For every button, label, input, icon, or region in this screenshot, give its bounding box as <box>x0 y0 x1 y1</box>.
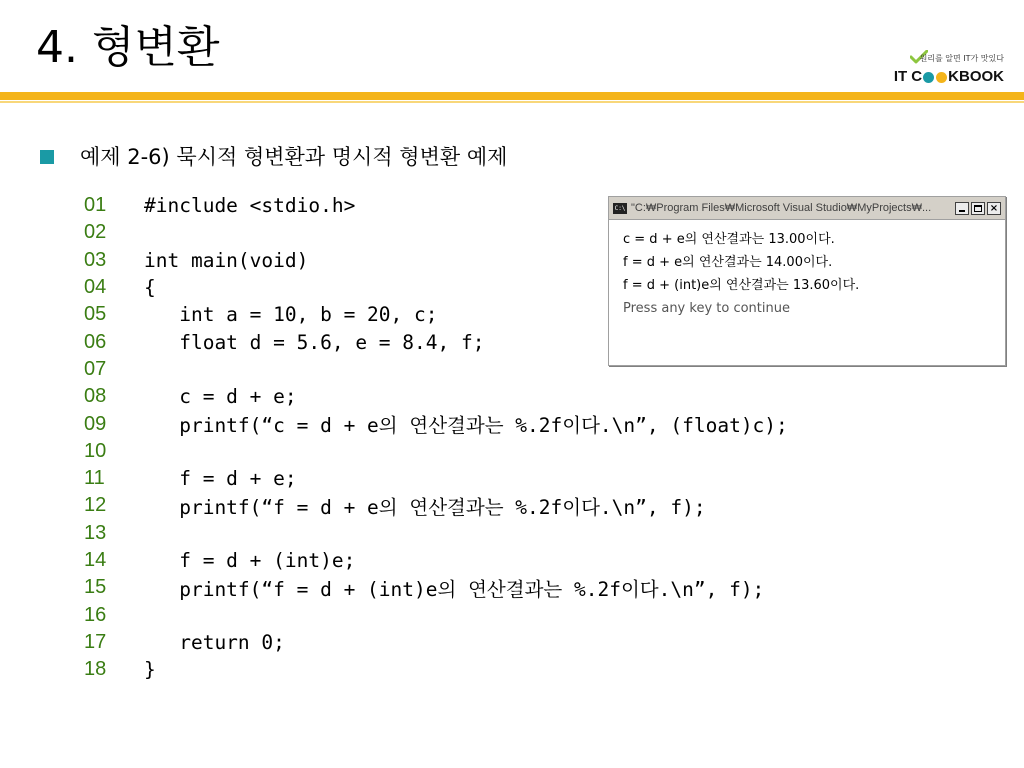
line-number: 16 <box>84 603 107 626</box>
code-text: f = d + (int)e; <box>144 549 356 572</box>
line-number: 05 <box>84 303 107 326</box>
code-line <box>84 492 788 519</box>
code-line <box>84 438 788 465</box>
line-number: 08 <box>84 385 107 408</box>
title-number: 4. <box>36 22 78 73</box>
line-number: 14 <box>84 549 107 571</box>
console-window <box>608 196 1006 366</box>
line-number: 07 <box>84 357 107 380</box>
logo-tagline: 원리를 알면 IT가 맛있다 <box>919 54 1004 63</box>
bullet-heading <box>40 142 507 172</box>
console-title: "C:₩Program Files₩Microsoft Visual Studio₩MyProjects₩... <box>631 202 932 214</box>
line-number: 03 <box>84 248 107 271</box>
code-text: printf(“c = d + e의 연산결과는 %.2f이다.\n”, (float)c); <box>144 414 788 438</box>
slide-title <box>36 18 220 78</box>
logo-dot-yellow-icon <box>936 72 947 83</box>
line-number: 12 <box>84 494 107 517</box>
code-text: int main(void) <box>144 248 309 272</box>
code-text: #include <stdio.h> <box>144 194 356 218</box>
line-number: 18 <box>84 658 107 681</box>
code-text: f = d + e; <box>144 467 297 491</box>
console-output-line: Press any key to continue <box>623 301 790 316</box>
console-title-bar[interactable] <box>609 197 1005 220</box>
code-text: printf(“f = d + e의 연산결과는 %.2f이다.\n”, f); <box>144 495 706 519</box>
line-number: 11 <box>84 467 105 490</box>
title-text: 형변환 <box>91 22 220 73</box>
bullet-text: 예제 2-6) 묵시적 형변환과 명시적 형변환 예제 <box>80 145 508 169</box>
console-output-line: f = d + e의 연산결과는 14.00이다. <box>623 255 833 270</box>
title-accent-line <box>0 101 1024 103</box>
code-text: c = d + e; <box>144 385 297 409</box>
line-number: 17 <box>84 630 107 653</box>
minimize-button[interactable] <box>955 202 969 215</box>
line-number: 06 <box>84 330 107 353</box>
bullet-square-icon <box>40 150 54 164</box>
console-app-icon: C:\ <box>614 204 626 212</box>
code-line <box>84 520 788 547</box>
console-output-line: f = d + (int)e의 연산결과는 13.60이다. <box>623 278 860 293</box>
logo-wordmark-right: KBOOK <box>948 68 1004 85</box>
line-number: 09 <box>84 412 107 435</box>
code-line <box>84 601 788 628</box>
code-text: { <box>144 276 156 300</box>
it-cookbook-logo <box>864 48 1004 88</box>
code-text: } <box>144 658 156 682</box>
logo-dot-teal-icon <box>923 72 934 83</box>
code-line <box>84 656 788 683</box>
maximize-button[interactable] <box>971 202 985 215</box>
code-text: float d = 5.6, e = 8.4, f; <box>144 330 485 354</box>
line-number: 15 <box>84 576 107 599</box>
code-line <box>84 629 788 656</box>
console-output-line: c = d + e의 연산결과는 13.00이다. <box>623 232 835 247</box>
line-number: 10 <box>84 439 107 462</box>
line-number: 02 <box>84 221 107 244</box>
code-line <box>84 547 788 574</box>
logo-wordmark <box>894 68 1004 86</box>
line-number: 04 <box>84 276 107 299</box>
code-line <box>84 410 788 437</box>
code-line <box>84 383 788 410</box>
code-line <box>84 574 788 601</box>
code-text: return 0; <box>144 630 285 654</box>
code-line <box>84 465 788 492</box>
code-text: printf(“f = d + (int)e의 연산결과는 %.2f이다.\n”, f); <box>144 577 765 601</box>
close-button[interactable]: × <box>987 202 1001 215</box>
line-number: 13 <box>84 521 107 544</box>
title-accent-bar <box>0 92 1024 100</box>
console-output <box>609 220 1005 320</box>
line-number: 01 <box>84 194 107 217</box>
logo-wordmark-left: IT C <box>893 68 923 85</box>
code-text: int a = 10, b = 20, c; <box>144 303 438 327</box>
